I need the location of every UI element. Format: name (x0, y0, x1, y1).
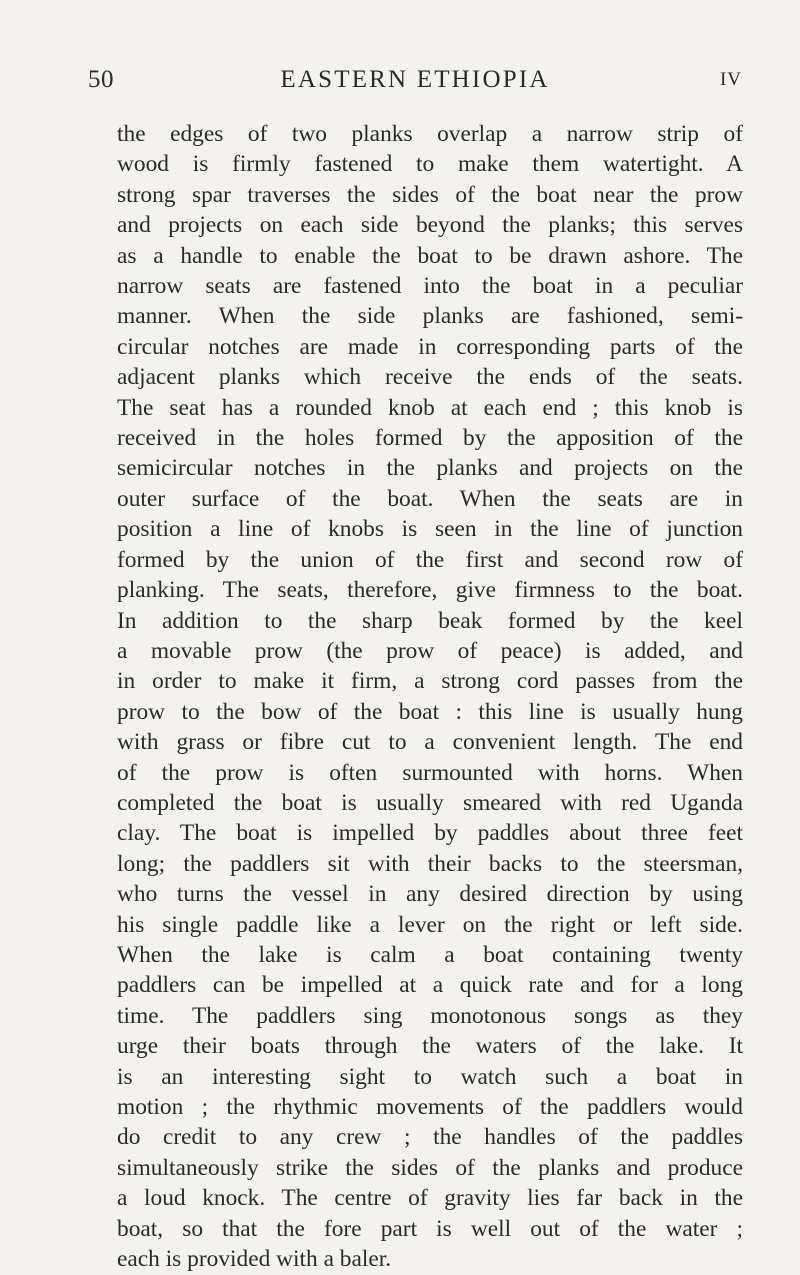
text-line: each is provided with a baler. (117, 1246, 392, 1273)
text-line: in order to make it firm, a strong cord passes from the (117, 668, 743, 695)
text-line: prow to the bow of the boat : this line is usually hung (117, 698, 743, 725)
text-line: urge their boats through the waters of the lake. It (117, 1033, 743, 1060)
text-line: outer surface of the boat. When the seats are in (117, 485, 743, 512)
text-line: completed the boat is usually smeared with red Uganda (117, 789, 743, 816)
running-head (88, 66, 742, 100)
text-line: circular notches are made in corresponding parts of the (117, 333, 743, 360)
text-line: received in the holes formed by the apposition of the (117, 425, 743, 452)
text-line: In addition to the sharp beak formed by the keel (117, 607, 743, 634)
text-line: is an interesting sight to watch such a boat in (117, 1063, 743, 1090)
text-line: who turns the vessel in any desired direction by using (117, 881, 743, 908)
text-line: his single paddle like a lever on the right or left side. (117, 911, 743, 938)
text-line: clay. The boat is impelled by paddles about three feet (117, 820, 743, 847)
text-line: a movable prow (the prow of peace) is added, and (117, 637, 743, 664)
running-title: EASTERN ETHIOPIA (280, 66, 550, 93)
text-line: strong spar traverses the sides of the boat near the prow (117, 181, 743, 208)
chapter-number: IV (719, 69, 742, 90)
text-line: with grass or fibre cut to a convenient length. The end (117, 729, 743, 756)
text-line: position a line of knobs is seen in the line of junction (117, 516, 743, 543)
text-line: boat, so that the fore part is well out of the water ; (117, 1215, 743, 1242)
text-line: When the lake is calm a boat containing twenty (117, 941, 743, 968)
text-line: adjacent planks which receive the ends of the seats. (117, 364, 743, 391)
text-line: time. The paddlers sing monotonous songs as they (117, 1002, 743, 1029)
text-line: The seat has a rounded knob at each end ; this knob is (117, 394, 743, 421)
text-line: long; the paddlers sit with their backs to the steersman, (117, 850, 743, 877)
text-line: and projects on each side beyond the planks; this serves (117, 212, 743, 239)
text-line: semicircular notches in the planks and projects on the (117, 455, 743, 482)
text-line: narrow seats are fastened into the boat in a peculiar (117, 273, 743, 300)
text-line: do credit to any crew ; the handles of the paddles (117, 1124, 743, 1151)
text-line: paddlers can be impelled at a quick rate and for a long (117, 972, 743, 999)
text-line: wood is firmly fastened to make them watertight. A (117, 151, 743, 178)
text-line: simultaneously strike the sides of the planks and produce (117, 1154, 743, 1181)
text-line: motion ; the rhythmic movements of the paddlers would (117, 1094, 743, 1120)
body-text (117, 119, 743, 1274)
text-line: the edges of two planks overlap a narrow strip of (117, 121, 743, 147)
text-line: planking. The seats, therefore, give firmness to the boat. (117, 577, 743, 604)
text-line: a loud knock. The centre of gravity lies far back in the (117, 1185, 743, 1212)
page-number: 50 (88, 66, 114, 93)
text-line: manner. When the side planks are fashioned, semi- (117, 303, 743, 330)
text-line: of the prow is often surmounted with horns. When (117, 759, 743, 786)
text-line: as a handle to enable the boat to be drawn ashore. The (117, 242, 743, 269)
text-line: formed by the union of the first and second row of (117, 546, 743, 573)
